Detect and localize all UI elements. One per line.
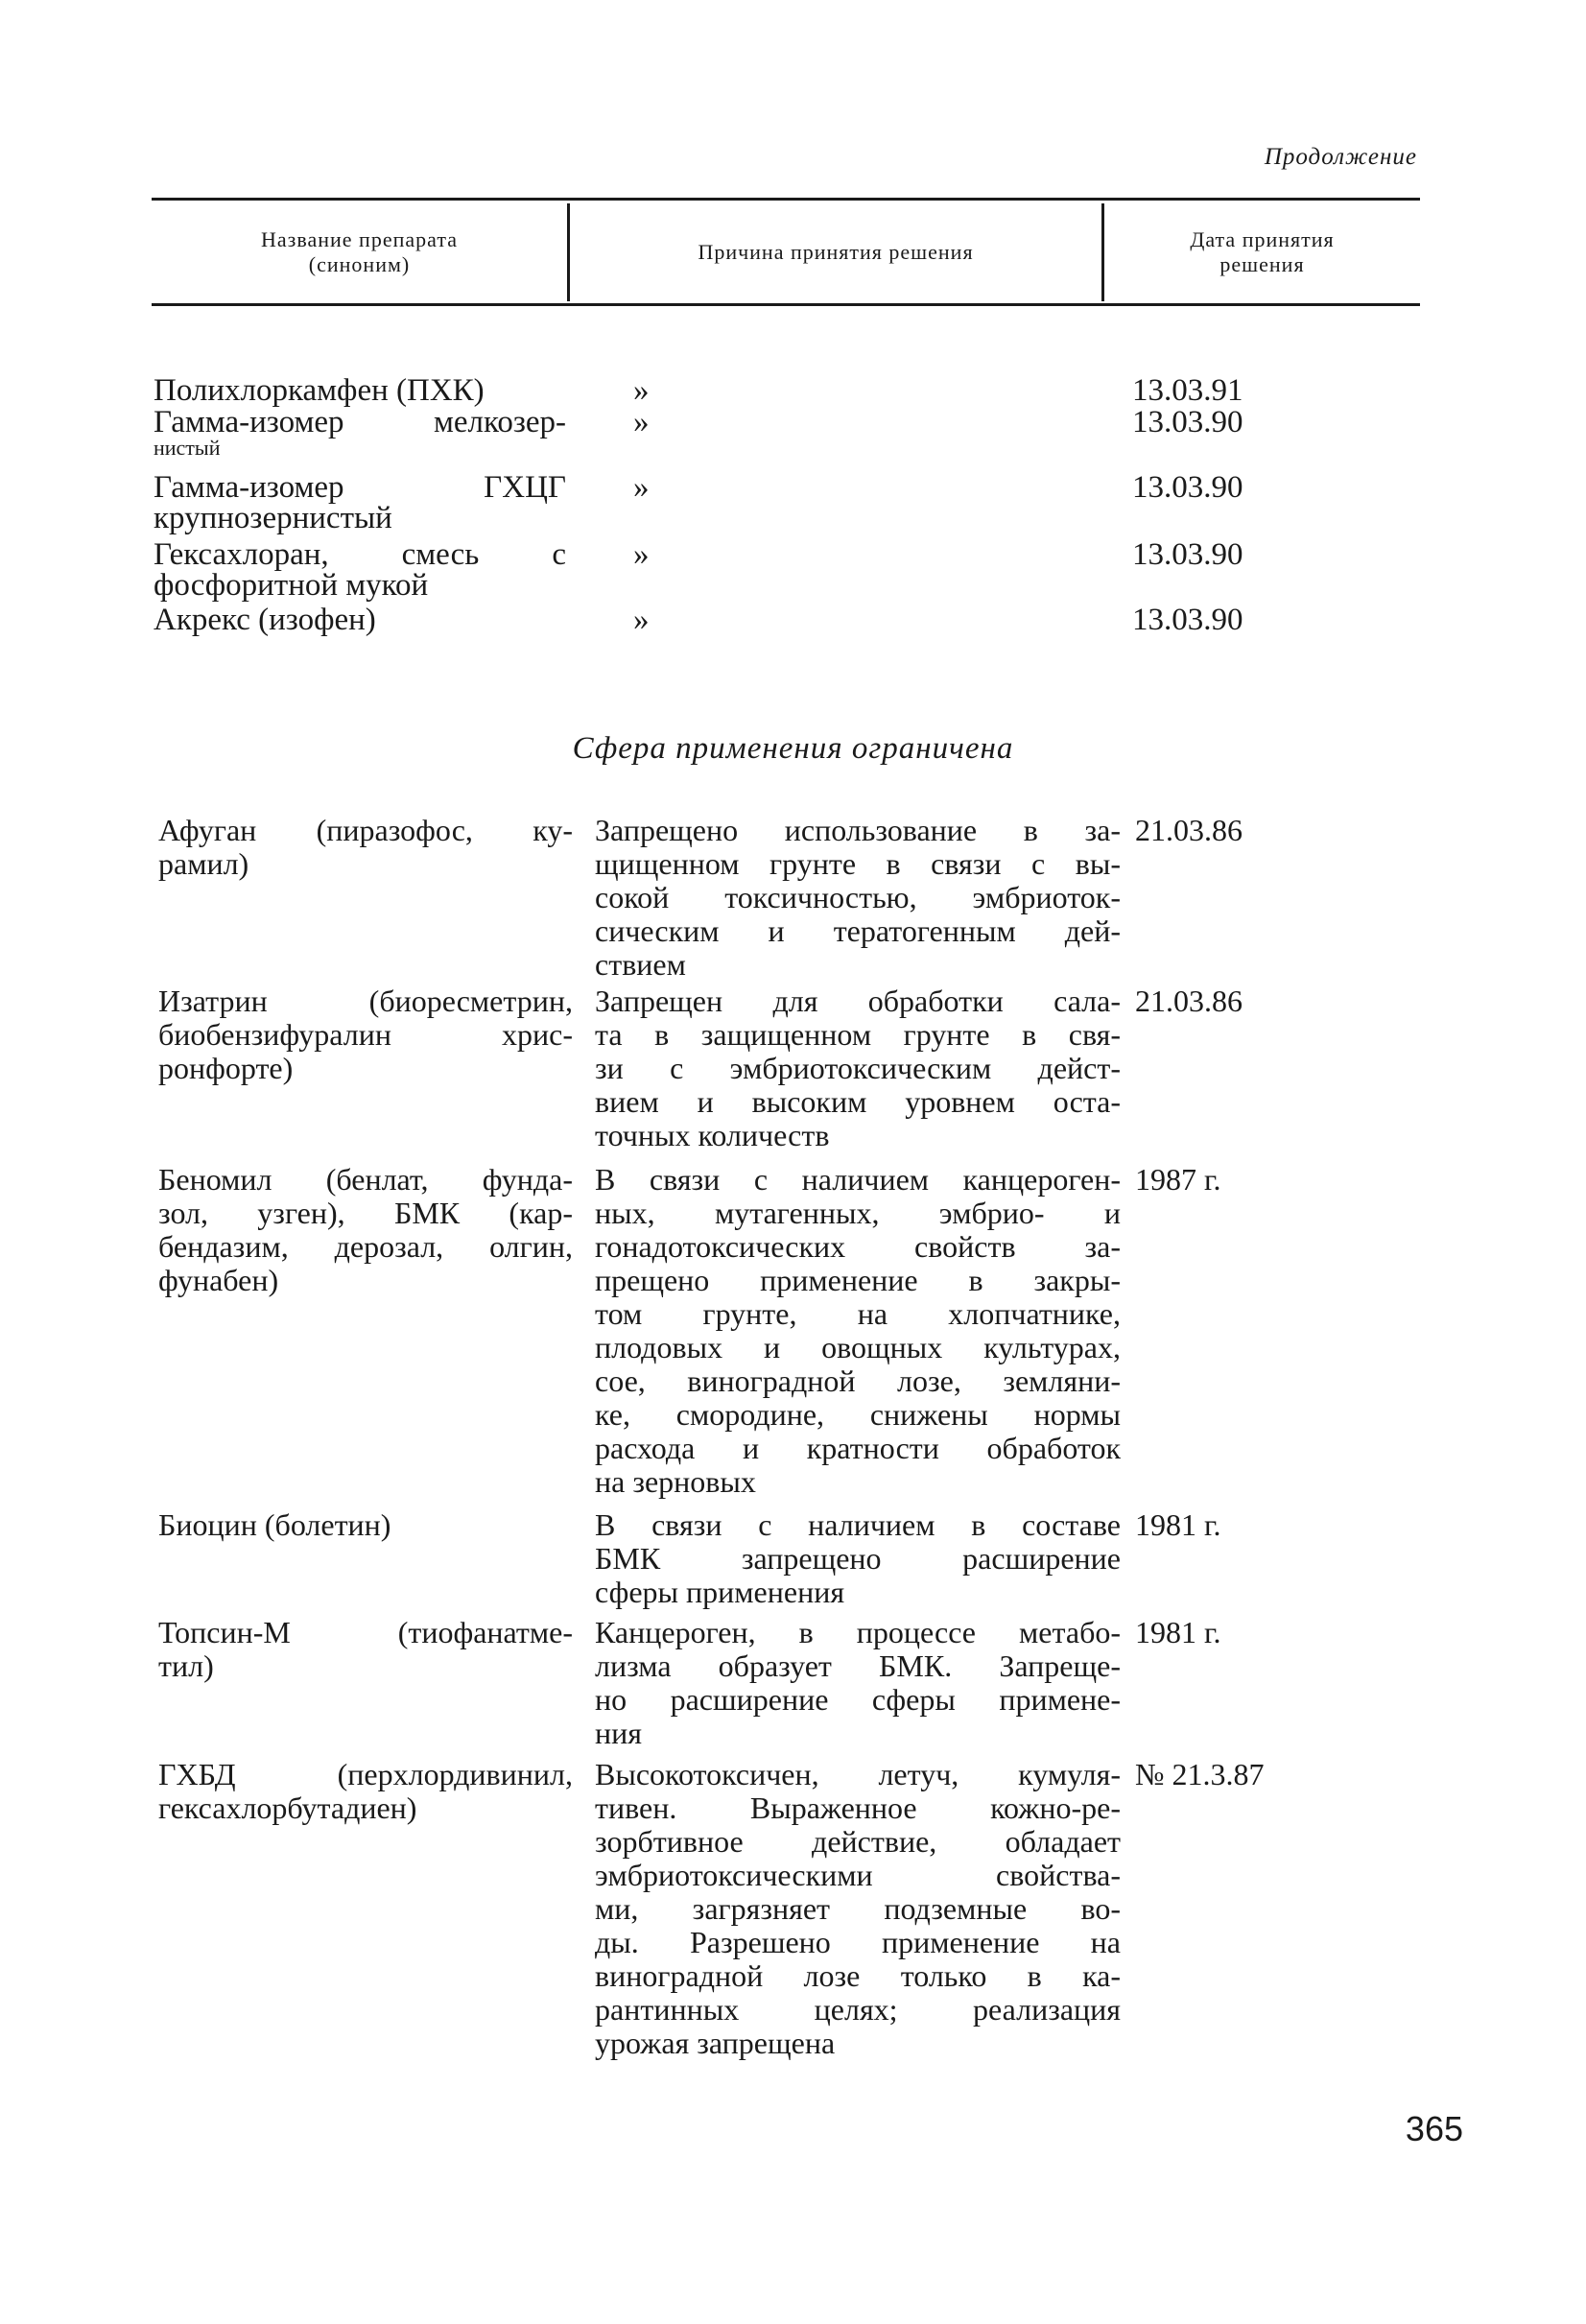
header-top-rule <box>152 198 1420 201</box>
reason-line: та в защищенном грунте в свя- <box>595 1017 1121 1052</box>
reason-line: сокой токсичностью, эмбриоток- <box>595 880 1121 914</box>
decision-date: 21.03.86 <box>1135 984 1243 1018</box>
drug-name-line: ронфорте) <box>158 1051 294 1085</box>
reason-line: В связи с наличием в составе <box>595 1507 1121 1542</box>
reason-line: Высокотоксичен, летуч, кумуля- <box>595 1757 1121 1791</box>
decision-date: 1981 г. <box>1135 1507 1221 1542</box>
section1-row-name: Акрекс (изофен) <box>154 603 376 637</box>
section1-row-name: Полихлоркамфен (ПХК) <box>154 373 485 408</box>
reason-line: зорбтивное действие, обладает <box>595 1824 1121 1859</box>
section1-row-reason: » <box>633 373 650 408</box>
drug-name-line: биобензифуралин хрис- <box>158 1017 573 1052</box>
reason-line: ми, загрязняет подземные во- <box>595 1891 1121 1926</box>
section1-row-reason: » <box>633 470 650 505</box>
reason-line: вием и высоким уровнем оста- <box>595 1084 1121 1119</box>
reason-line: Запрещен для обработки сала- <box>595 984 1121 1018</box>
column-header-reason <box>570 203 1101 301</box>
drug-name-line: Изатрин (биоресметрин, <box>158 984 573 1018</box>
reason-line: виноградной лозе только в ка- <box>595 1958 1121 1993</box>
column-header-date <box>1104 203 1420 301</box>
section1-row-date: 13.03.90 <box>1132 405 1243 439</box>
reason-line: лизма образует БМК. Запреще- <box>595 1648 1121 1683</box>
header-bottom-rule <box>152 303 1420 306</box>
reason-line: плодовых и овощных культурах, <box>595 1330 1121 1364</box>
reason-line: БМК запрещено расширение <box>595 1541 1121 1576</box>
column-header-name-line1: Название препарата <box>261 227 458 251</box>
drug-name-line: Беномил (бенлат, фунда- <box>158 1162 573 1197</box>
section1-row-name: нистый <box>154 436 221 460</box>
decision-date: № 21.3.87 <box>1135 1757 1265 1791</box>
drug-name-line: зол, узген), БМК (кар- <box>158 1196 573 1230</box>
drug-name-line: гексахлорбутадиен) <box>158 1790 417 1825</box>
reason-line: тивен. Выраженное кожно-ре- <box>595 1790 1121 1825</box>
column-header-name-line2: (синоним) <box>308 252 411 276</box>
reason-line: точных количеств <box>595 1118 830 1152</box>
drug-name-line: Топсин-М (тиофанатме- <box>158 1615 573 1649</box>
column-header-date-line2: решения <box>1219 252 1305 276</box>
reason-line: ке, смородине, снижены нормы <box>595 1397 1121 1432</box>
decision-date: 1981 г. <box>1135 1615 1221 1649</box>
section1-row-date: 13.03.90 <box>1132 470 1243 505</box>
reason-line: эмбриотоксическими свойства- <box>595 1858 1121 1892</box>
drug-name-line: ГХБД (перхлордивинил, <box>158 1757 573 1791</box>
section1-row-name: Гексахлоран, смесь с <box>154 537 566 572</box>
reason-line: сое, виноградной лозе, земляни- <box>595 1364 1121 1398</box>
column-header-reason-text: Причина принятия решения <box>698 240 974 264</box>
section1-row-date: 13.03.91 <box>1132 373 1243 408</box>
reason-line: В связи с наличием канцероген- <box>595 1162 1121 1197</box>
drug-name-line: тил) <box>158 1648 214 1683</box>
reason-line: Канцероген, в процессе метабо- <box>595 1615 1121 1649</box>
drug-name-line: Афуган (пиразофос, ку- <box>158 813 573 847</box>
decision-date: 21.03.86 <box>1135 813 1243 847</box>
section1-row-reason: » <box>633 405 650 439</box>
drug-name-line: Биоцин (болетин) <box>158 1507 391 1542</box>
drug-name-line: фунабен) <box>158 1263 279 1297</box>
reason-line: рантинных целях; реализация <box>595 1992 1121 2027</box>
section1-row-name: крупнозернистый <box>154 501 392 535</box>
section1-row-name: фосфоритной мукой <box>154 568 429 603</box>
reason-line: гонадотоксических свойств за- <box>595 1229 1121 1264</box>
column-header-name <box>152 203 567 301</box>
reason-line: зи с эмбриотоксическим дейст- <box>595 1051 1121 1085</box>
column-header-date-line1: Дата принятия <box>1190 227 1335 251</box>
section-title: Сфера применения ограничена <box>572 731 1014 766</box>
reason-line: на зерновых <box>595 1464 756 1499</box>
reason-line: сическим и тератогенным дей- <box>595 913 1121 948</box>
reason-line: ды. Разрешено применение на <box>595 1925 1121 1959</box>
reason-line: ния <box>595 1716 642 1750</box>
section1-row-date: 13.03.90 <box>1132 603 1243 637</box>
drug-name-line: рамил) <box>158 846 249 881</box>
drug-name-line: бендазим, дерозал, олгин, <box>158 1229 573 1264</box>
section1-row-date: 13.03.90 <box>1132 537 1243 572</box>
decision-date: 1987 г. <box>1135 1162 1221 1197</box>
section1-row-reason: » <box>633 537 650 572</box>
reason-line: том грунте, на хлопчатнике, <box>595 1296 1121 1331</box>
reason-line: Запрещено использование в за- <box>595 813 1121 847</box>
reason-line: щищенном грунте в связи с вы- <box>595 846 1121 881</box>
reason-line: прещено применение в закры- <box>595 1263 1121 1297</box>
reason-line: ствием <box>595 947 686 982</box>
reason-line: расхода и кратности обработок <box>595 1431 1121 1465</box>
reason-line: сферы применения <box>595 1575 845 1609</box>
section1-row-name: Гамма-изомер мелкозер- <box>154 405 566 439</box>
section1-row-name: Гамма-изомер ГХЦГ <box>154 470 566 505</box>
section1-row-reason: » <box>633 603 650 637</box>
reason-line: но расширение сферы примене- <box>595 1682 1121 1717</box>
page-number: 365 <box>1405 2109 1463 2148</box>
reason-line: урожая запрещена <box>595 2026 836 2060</box>
continued-label: Продолжение <box>1264 144 1417 170</box>
reason-line: ных, мутагенных, эмбрио- и <box>595 1196 1121 1230</box>
